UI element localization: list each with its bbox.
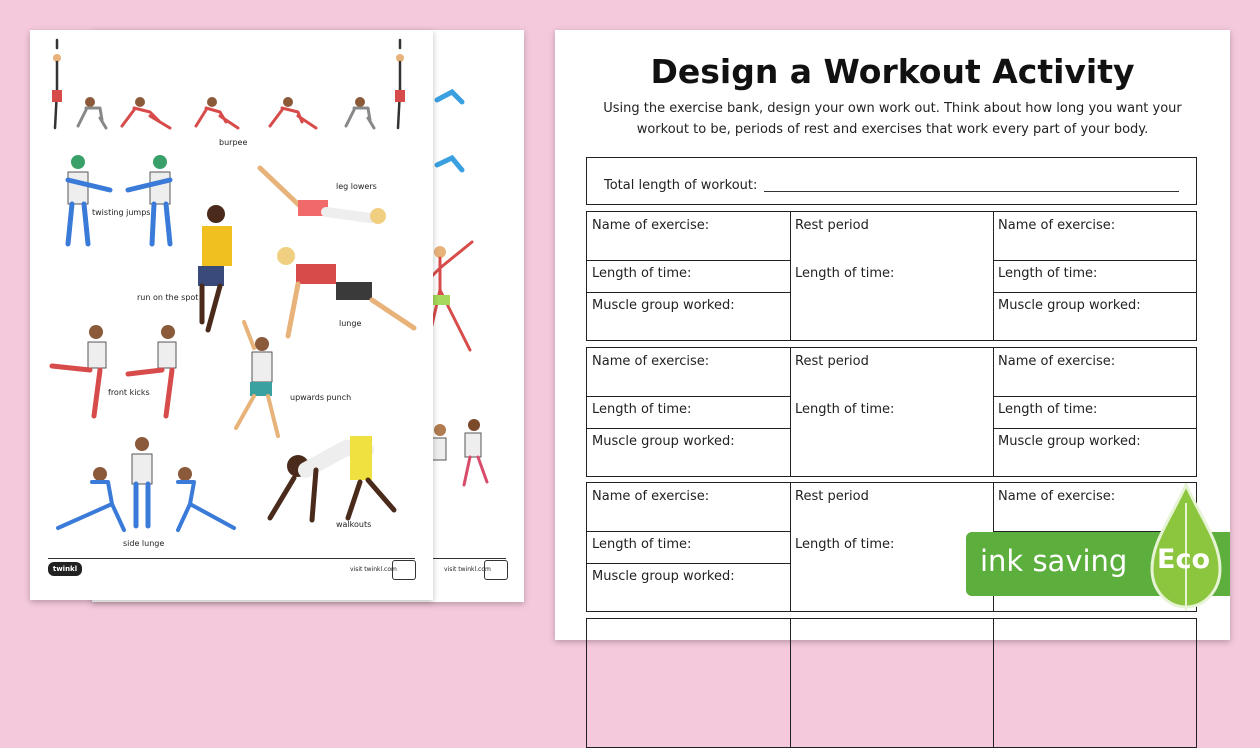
muscle-group-field[interactable]: Muscle group worked: — [998, 434, 1141, 449]
length-of-time-field[interactable]: Length of time: — [795, 537, 895, 552]
name-of-exercise-field[interactable]: Name of exercise: — [592, 489, 710, 504]
length-of-time-field[interactable]: Length of time: — [592, 537, 692, 552]
exercise-label-run-on-the-spot: run on the spot — [137, 293, 199, 302]
exercise-label-walkouts: walkouts — [336, 520, 372, 529]
muscle-group-field[interactable]: Muscle group worked: — [592, 434, 735, 449]
rest-period-field[interactable]: Rest period — [795, 218, 869, 233]
total-length-label: Total length of workout: — [604, 178, 758, 193]
length-of-time-field[interactable]: Length of time: — [998, 402, 1098, 417]
name-of-exercise-field[interactable]: Name of exercise: — [998, 218, 1116, 233]
footer-badge-back — [484, 560, 508, 580]
muscle-group-field[interactable]: Muscle group worked: — [998, 298, 1141, 313]
exercise-label-burpee: burpee — [219, 138, 248, 147]
eco-label: Eco — [1157, 544, 1210, 575]
rest-period-field[interactable]: Rest period — [795, 489, 869, 504]
footer-badge — [392, 560, 416, 580]
exercise-label-side-lunge: side lunge — [123, 539, 165, 548]
rest-period-field[interactable]: Rest period — [795, 354, 869, 369]
intro-line-1: Using the exercise bank, design your own work out. Think about how long you want your — [603, 101, 1182, 116]
name-of-exercise-field[interactable]: Name of exercise: — [998, 489, 1116, 504]
intro-line-2: workout to be, periods of rest and exercises that work every part of your body. — [636, 122, 1149, 137]
exercise-label-leg-lowers: leg lowers — [336, 182, 377, 191]
workout-block-1 — [586, 211, 1197, 341]
twinkl-logo: twinkl — [48, 562, 82, 576]
exercise-label-lunge: lunge — [339, 319, 362, 328]
name-of-exercise-field[interactable]: Name of exercise: — [592, 354, 710, 369]
footer-visit-back: visit twinkl.com — [444, 566, 491, 573]
total-length-box — [586, 157, 1197, 205]
name-of-exercise-field[interactable]: Name of exercise: — [998, 354, 1116, 369]
ink-saving-text: ink saving — [980, 544, 1128, 578]
footer-visit: visit twinkl.com — [350, 566, 397, 573]
worksheet-intro — [585, 98, 1200, 140]
workout-block-4 — [586, 618, 1197, 748]
exercise-bank-sheet — [30, 30, 433, 600]
exercise-label-twisting-jumps: twisting jumps — [92, 208, 151, 217]
length-of-time-field[interactable]: Length of time: — [592, 402, 692, 417]
length-of-time-field[interactable]: Length of time: — [795, 266, 895, 281]
length-of-time-field[interactable]: Length of time: — [998, 266, 1098, 281]
exercise-figures — [30, 30, 433, 600]
exercise-label-front-kicks: front kicks — [108, 388, 150, 397]
total-length-field[interactable] — [764, 191, 1179, 192]
name-of-exercise-field[interactable]: Name of exercise: — [592, 218, 710, 233]
length-of-time-field[interactable]: Length of time: — [592, 266, 692, 281]
length-of-time-field[interactable]: Length of time: — [795, 402, 895, 417]
muscle-group-field[interactable]: Muscle group worked: — [592, 569, 735, 584]
footer-divider — [48, 558, 415, 559]
exercise-label-upwards-punch: upwards punch — [290, 393, 352, 402]
worksheet-title: Design a Workout Activity — [650, 52, 1135, 91]
muscle-group-field[interactable]: Muscle group worked: — [592, 298, 735, 313]
workout-block-2 — [586, 347, 1197, 477]
